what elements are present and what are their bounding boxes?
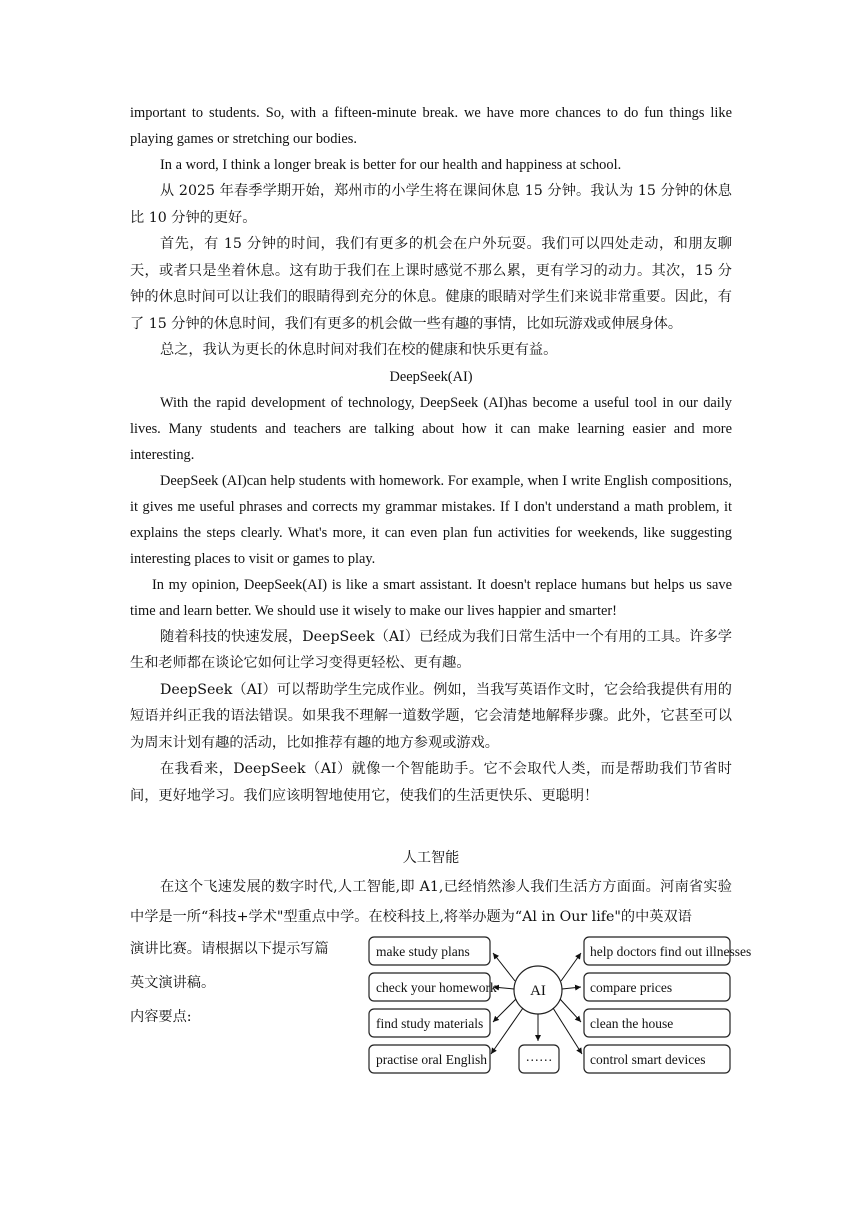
right-label-3: clean the house	[590, 1015, 674, 1031]
more-label: ……	[525, 1048, 553, 1064]
right-label-2: compare prices	[590, 979, 673, 995]
essay1-en-paragraph-1: important to students. So, with a fifteen-minute break. we have more chances to do fun things like playing games or stretching our bodies.	[130, 105, 732, 147]
task-line-4: 内容要点:	[130, 1008, 192, 1025]
left-label-2: check your homework	[376, 979, 497, 995]
left-label-1: make study plans	[376, 943, 470, 959]
task-instructions	[130, 932, 360, 1034]
task-intro: 在这个飞速发展的数字时代,人工智能,即 A1,已经悄然渗人我们生活方方面面。河南省实验中学是一所“科技+学术"型重点中学。在校科技上,将举办题为“Al in Our life"的中英双语	[130, 878, 732, 925]
essay2-cn-paragraph-2: DeepSeek（AI）可以帮助学生完成作业。例如，当我写英语作文时，它会给我提供有用的短语并纠正我的语法错误。如果我不理解一道数学题，它会清楚地解释步骤。此外，它甚至可以为周末计划有趣的活动，比如推荐有趣的地方参观或游戏。	[130, 681, 732, 751]
left-label-3: find study materials	[376, 1015, 484, 1031]
right-label-1: help doctors find out illnesses	[590, 943, 752, 959]
task-line-3: 英文演讲稿。	[130, 974, 216, 991]
essay2-en-paragraph-1: With the rapid development of technology, DeepSeek (AI)has become a useful tool in our daily lives. Many students and teachers are talking about how it can make learning easier and more interesting.	[130, 394, 732, 463]
ai-uses-diagram	[368, 936, 752, 1078]
essay1-en-paragraph-2: In a word, I think a longer break is better for our health and happiness at school.	[160, 157, 622, 173]
task-bottom	[130, 932, 752, 1082]
essay1-cn-paragraph-3: 总之，我认为更长的休息时间对我们在校的健康和快乐更有益。	[160, 342, 558, 358]
ai-center-label: AI	[530, 982, 546, 999]
task-line-2: 演讲比赛。请根据以下提示写篇	[130, 940, 329, 957]
right-label-4: control smart devices	[590, 1051, 706, 1067]
essay2-en-paragraph-3: In my opinion, DeepSeek(AI) is like a smart assistant. It doesn't replace humans but helps us save time and learn better. We should use it wisely to make our lives happier and smarter!	[130, 576, 732, 619]
essay2-title: DeepSeek(AI)	[389, 368, 473, 385]
section-gap	[130, 809, 732, 845]
essay1-cn-paragraph-2: 首先，有 15 分钟的时间，我们有更多的机会在户外玩耍。我们可以四处走动，和朋友聊天，或者只是坐着休息。这有助于我们在上课时感觉不那么累，更有学习的动力。其次，15 分钟的休息时间可以让我们的眼睛得到充分的休息。健康的眼睛对学生们来说非常重要。因此，有了 15 分钟的休息时间，我们有更多的机会做一些有趣的事情，比如玩游戏或伸展身体。	[130, 236, 732, 332]
document-page	[130, 100, 752, 1082]
left-label-4: practise oral English	[376, 1051, 487, 1067]
essay2-en-paragraph-2: DeepSeek (AI)can help students with homework. For example, when I write English compositions, it gives me useful phrases and corrects my grammar mistakes. If I don't understand a math problem, it explains the steps clearly. What's more, it can even plan fun activities for weekends, like suggesting interesting places to visit or games to play.	[130, 472, 732, 567]
essay2-cn-paragraph-3: 在我看来，DeepSeek（AI）就像一个智能助手。它不会取代人类，而是帮助我们节省时间，更好地学习。我们应该明智地使用它，使我们的生活更快乐、更聪明！	[130, 761, 732, 804]
task-title: 人工智能	[402, 850, 460, 866]
essay1-cn-paragraph-1: 从 2025 年春季学期开始，郑州市的小学生将在课间休息 15 分钟。我认为 15 分钟的休息比 10 分钟的更好。	[130, 183, 732, 226]
essay2-cn-paragraph-1: 随着科技的快速发展，DeepSeek（AI）已经成为我们日常生活中一个有用的工具。许多学生和老师都在谈论它如何让学习变得更轻松、更有趣。	[130, 628, 732, 671]
